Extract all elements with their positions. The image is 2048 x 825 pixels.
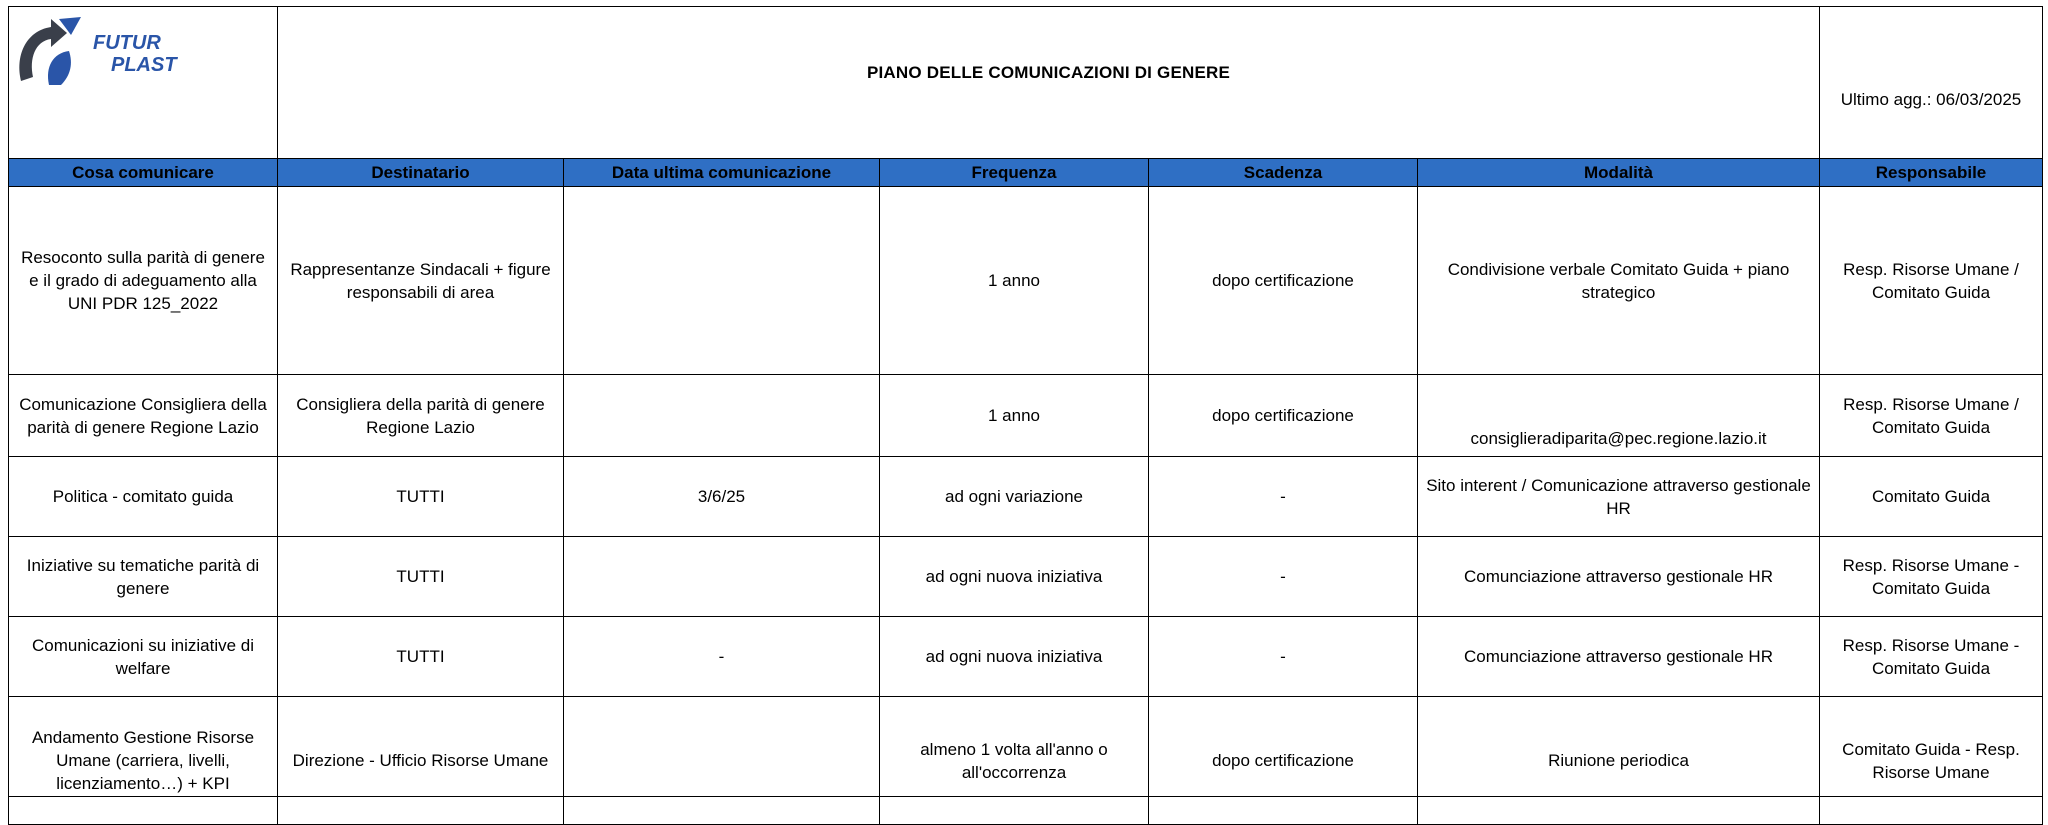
table-cell: - xyxy=(1149,617,1418,697)
table-cell: 3/6/25 xyxy=(564,457,880,537)
table-cell: Sito interent / Comunicazione attraverso gestionale HR xyxy=(1418,457,1820,537)
table-cell: Comunicazioni su iniziative di welfare xyxy=(9,617,278,697)
page-title: PIANO DELLE COMUNICAZIONI DI GENERE xyxy=(278,7,1820,159)
table-cell: almeno 1 volta all'anno o all'occorrenza xyxy=(880,697,1149,825)
table-cell: Andamento Gestione Risorse Umane (carriera, livelli, licenziamento…) + KPI xyxy=(9,697,278,825)
table-cell: Resp. Risorse Umane / Comitato Guida xyxy=(1820,187,2043,375)
logo-text-futur: FUTUR xyxy=(93,32,161,54)
table-cell: - xyxy=(1149,457,1418,537)
table-cell: Resoconto sulla parità di genere e il grado di adeguamento alla UNI PDR 125_2022 xyxy=(9,187,278,375)
table-cell: Condivisione verbale Comitato Guida + piano strategico xyxy=(1418,187,1820,375)
communications-table xyxy=(8,6,2043,825)
column-header: Data ultima comunicazione xyxy=(564,159,880,187)
table-cell: ad ogni nuova iniziativa xyxy=(880,537,1149,617)
table-cell xyxy=(564,697,880,825)
table-cell: consiglieradiparita@pec.regione.lazio.it xyxy=(1418,375,1820,457)
column-header: Destinatario xyxy=(278,159,564,187)
column-header: Modalità xyxy=(1418,159,1820,187)
column-header: Responsabile xyxy=(1820,159,2043,187)
table-cell: ad ogni nuova iniziativa xyxy=(880,617,1149,697)
column-header: Cosa comunicare xyxy=(9,159,278,187)
table-cell: Consigliera della parità di genere Regione Lazio xyxy=(278,375,564,457)
table-cell: dopo certificazione xyxy=(1149,187,1418,375)
table-cell: Iniziative su tematiche parità di genere xyxy=(9,537,278,617)
table-cell: dopo certificazione xyxy=(1149,697,1418,825)
column-header: Frequenza xyxy=(880,159,1149,187)
table-row xyxy=(9,617,2043,697)
table-cell: Comunciazione attraverso gestionale HR xyxy=(1418,537,1820,617)
table-cell: Politica - comitato guida xyxy=(9,457,278,537)
footer-divider xyxy=(8,796,2042,797)
table-cell: Comitato Guida xyxy=(1820,457,2043,537)
table-cell: Direzione - Ufficio Risorse Umane xyxy=(278,697,564,825)
table-cell: Resp. Risorse Umane - Comitato Guida xyxy=(1820,537,2043,617)
table-cell xyxy=(564,187,880,375)
futurplast-logo xyxy=(11,11,191,91)
table-cell: dopo certificazione xyxy=(1149,375,1418,457)
table-cell xyxy=(564,375,880,457)
document-sheet xyxy=(8,6,2042,796)
table-cell: TUTTI xyxy=(278,617,564,697)
table-cell: ad ogni variazione xyxy=(880,457,1149,537)
table-cell: Rappresentanze Sindacali + figure responsabili di area xyxy=(278,187,564,375)
table-cell: Resp. Risorse Umane / Comitato Guida xyxy=(1820,375,2043,457)
table-cell: TUTTI xyxy=(278,457,564,537)
table-row xyxy=(9,187,2043,375)
table-row xyxy=(9,375,2043,457)
last-update: Ultimo agg.: 06/03/2025 xyxy=(1820,7,2043,159)
table-cell xyxy=(564,537,880,617)
logo-text-plast: PLAST xyxy=(111,54,177,76)
table-cell: - xyxy=(1149,537,1418,617)
column-header-row xyxy=(9,159,2043,187)
table-cell: Comunciazione attraverso gestionale HR xyxy=(1418,617,1820,697)
table-cell: Riunione periodica xyxy=(1418,697,1820,825)
table-row xyxy=(9,697,2043,825)
table-cell: Resp. Risorse Umane - Comitato Guida xyxy=(1820,617,2043,697)
table-cell: Comunicazione Consigliera della parità di genere Regione Lazio xyxy=(9,375,278,457)
table-cell: 1 anno xyxy=(880,187,1149,375)
table-cell: Comitato Guida - Resp. Risorse Umane xyxy=(1820,697,2043,825)
title-row xyxy=(9,7,2043,159)
column-header: Scadenza xyxy=(1149,159,1418,187)
table-row xyxy=(9,457,2043,537)
logo-cell xyxy=(9,7,278,159)
table-row xyxy=(9,537,2043,617)
table-cell: TUTTI xyxy=(278,537,564,617)
table-cell: - xyxy=(564,617,880,697)
table-cell: 1 anno xyxy=(880,375,1149,457)
